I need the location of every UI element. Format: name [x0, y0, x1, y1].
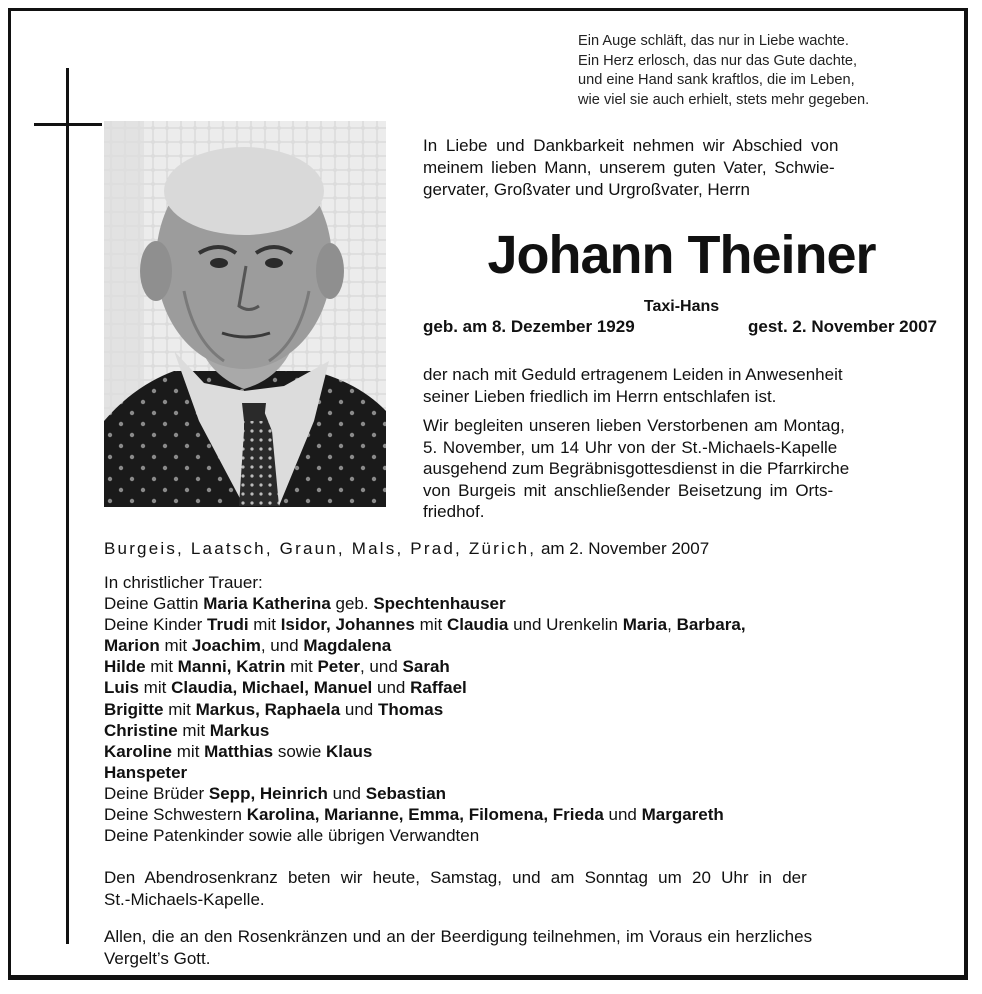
- thanks-line: Allen, die an den Rosenkränzen und an der Beerdigung teilnehmen, im Voraus ein herzliches: [104, 927, 813, 946]
- mourner-name: Magdalena: [303, 636, 392, 656]
- mourner-line: [104, 677, 944, 698]
- deceased-name: Johann Theiner: [487, 225, 876, 285]
- funeral-line: ausgehend zum Begräbnisgottesdienst in die Pfarrkirche: [423, 459, 850, 478]
- notice-date: am 2. November 2007: [540, 539, 710, 558]
- mourner-name: Margareth: [641, 805, 724, 825]
- mourner-line: [104, 720, 944, 741]
- mourner-name: Brigitte: [104, 699, 164, 719]
- funeral-line: Wir begleiten unseren lieben Verstorbenen am Montag,: [423, 416, 845, 435]
- mourner-name: Claudia, Michael, Manuel: [171, 678, 373, 698]
- mourner-text: mit: [177, 720, 210, 740]
- funeral-line: von Burgeis mit anschließender Beisetzung im Orts-: [423, 480, 834, 500]
- mourner-text: und: [327, 783, 366, 803]
- place-and-date: [104, 538, 709, 560]
- mourner-line: [104, 614, 944, 635]
- mourner-name: Joachim: [191, 636, 261, 656]
- mourner-text: mit: [414, 615, 447, 635]
- mourner-name: Markus, Raphaela: [195, 699, 341, 719]
- places: Burgeis, Laatsch, Graun, Mals, Prad, Zürich,: [104, 539, 537, 558]
- intro-line: gervater, Großvater und Urgroßvater, Herrn: [423, 180, 750, 199]
- verse-line: und eine Hand sank kraftlos, die im Leben,: [578, 72, 855, 88]
- intro-line: In Liebe und Dankbarkeit nehmen wir Abschied von: [423, 136, 839, 155]
- mourner-line: [104, 635, 944, 656]
- mourner-name: Marion: [104, 636, 160, 656]
- mourner-name: Christine: [104, 720, 178, 740]
- deceased-nickname: Taxi-Hans: [643, 298, 720, 315]
- mourner-text: und: [372, 678, 411, 698]
- mourner-name: Karoline: [104, 741, 173, 761]
- rosary-line: Den Abendrosenkranz beten wir heute, Samstag, und am Sonntag um 20 Uhr in der: [104, 868, 807, 887]
- mourner-text: Deine Gattin: [104, 594, 204, 614]
- mourner-text: mit: [248, 615, 281, 635]
- mourner-text: mit: [159, 636, 192, 656]
- intro-text: [423, 135, 940, 201]
- mourner-text: , und: [359, 657, 403, 677]
- mourner-name: Trudi: [207, 615, 249, 635]
- mourner-name: Spechtenhauser: [373, 594, 506, 614]
- mourner-name: Peter: [317, 657, 360, 677]
- mourner-name: Raffael: [410, 678, 467, 698]
- memorial-verse: [578, 32, 948, 110]
- mourner-text: und Urenkelin: [508, 615, 623, 635]
- mourner-text: , und: [260, 636, 304, 656]
- cross-icon-bar: [34, 123, 102, 126]
- mourner-name: Hanspeter: [104, 762, 188, 782]
- verse-line: Ein Herz erlosch, das nur das Gute dachte,: [578, 52, 858, 69]
- mourner-name: Barbara,: [676, 615, 746, 635]
- mourner-name: Matthias: [204, 741, 274, 761]
- mourner-name: Klaus: [326, 741, 373, 761]
- thanks-text: [104, 926, 944, 969]
- mourner-line: [104, 741, 944, 762]
- mourner-name: Karolina, Marianne, Emma, Filomena, Frieda: [246, 805, 604, 825]
- funeral-line: 5. November, um 14 Uhr von der St.-Michaels-Kapelle: [423, 437, 838, 457]
- mourner-line: [104, 699, 944, 720]
- funeral-line: friedhof.: [423, 502, 485, 521]
- mourner-text: Deine Patenkinder sowie alle übrigen Verwandten: [104, 826, 480, 846]
- mourner-text: sowie: [273, 741, 327, 761]
- rosary-line: St.-Michaels-Kapelle.: [104, 889, 265, 909]
- mourner-text: geb.: [330, 594, 374, 614]
- intro-line: meinem lieben Mann, unserem guten Vater, Schwie-: [423, 158, 835, 177]
- mourner-text: mit: [285, 657, 318, 677]
- verse-line: wie viel sie auch erhielt, stets mehr gegeben.: [578, 91, 870, 108]
- mourner-name: Hilde: [104, 657, 146, 677]
- mourner-name: Isidor, Johannes: [280, 615, 415, 635]
- verse-line: Ein Auge schläft, das nur in Liebe wachte.: [578, 33, 849, 49]
- mourner-name: Sarah: [402, 657, 450, 677]
- mourner-line: [104, 593, 944, 614]
- passing-line: der nach mit Geduld ertragenem Leiden in Anwesenheit: [423, 365, 843, 384]
- portrait-photo: [104, 121, 386, 507]
- thanks-line: Vergelt’s Gott.: [104, 948, 211, 968]
- mourner-name: Thomas: [377, 699, 444, 719]
- passing-text: [423, 364, 940, 407]
- cross-icon: [66, 68, 69, 944]
- mourner-text: Deine Kinder: [104, 615, 208, 635]
- mourner-text: und: [603, 805, 642, 825]
- mourner-text: Deine Schwestern: [104, 805, 247, 825]
- rosary-text: [104, 867, 944, 910]
- mourner-name: Maria Katherina: [203, 594, 331, 614]
- mourner-name: Sepp, Heinrich: [208, 783, 328, 803]
- mourner-text: mit: [145, 657, 178, 677]
- mourner-name: Luis: [104, 678, 139, 698]
- mourner-text: mit: [172, 741, 205, 761]
- mourner-text: ,: [667, 615, 677, 635]
- mourner-text: Deine Brüder: [104, 783, 209, 803]
- mourner-line: [104, 825, 944, 846]
- mourners-heading: In christlicher Trauer:: [104, 573, 263, 592]
- birth-date: geb. am 8. Dezember 1929: [423, 317, 635, 336]
- funeral-text: [423, 415, 940, 523]
- mourner-line: [104, 656, 944, 677]
- mourner-name: Sebastian: [365, 783, 447, 803]
- mourner-text: und: [340, 699, 378, 719]
- mourner-name: Claudia: [446, 615, 509, 635]
- passing-line: seiner Lieben friedlich im Herrn entschlafen ist.: [423, 386, 777, 406]
- mourner-line: [104, 804, 944, 825]
- mourner-name: Markus: [209, 720, 270, 740]
- mourner-text: mit: [138, 678, 172, 698]
- mourner-line: [104, 783, 944, 804]
- mourner-text: mit: [163, 699, 196, 719]
- mourner-name: Maria: [622, 615, 668, 635]
- mourner-name: Manni, Katrin: [177, 657, 286, 677]
- mourners-list: [104, 572, 944, 846]
- mourner-line: [104, 762, 944, 783]
- death-date: gest. 2. November 2007: [748, 317, 937, 336]
